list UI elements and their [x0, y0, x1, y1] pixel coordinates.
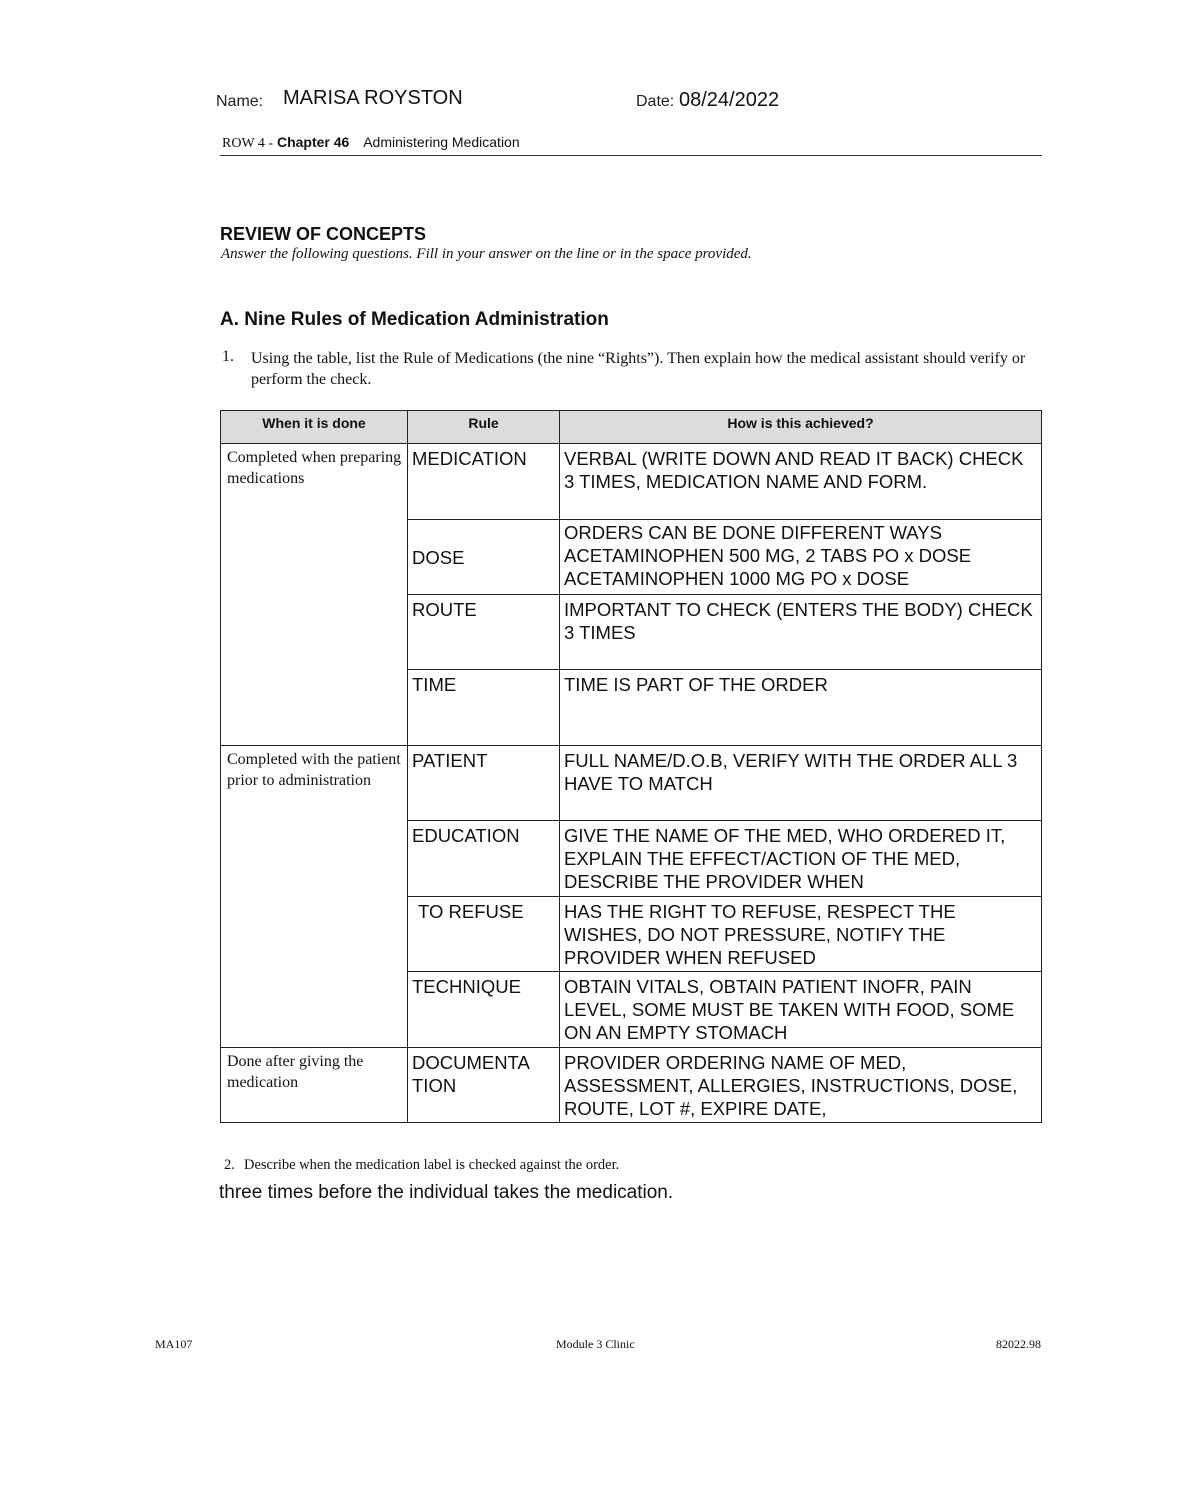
how-cell[interactable]: ORDERS CAN BE DONE DIFFERENT WAYS ACETAMINOPHEN 500 MG, 2 TABS PO x DOSE ACETAMINOPHEN 1000 MG PO x DOSE	[560, 520, 1042, 595]
chapter-line	[222, 134, 520, 152]
header-rule: Rule	[408, 411, 560, 444]
name-label: Name:	[216, 93, 264, 110]
rule-cell[interactable]: DOSE	[408, 520, 560, 595]
q1-number: 1.	[222, 348, 234, 365]
date-label: Date:	[636, 93, 675, 110]
rule-cell[interactable]: ROUTE	[408, 595, 560, 670]
review-title: REVIEW OF CONCEPTS	[220, 224, 427, 244]
when-cell: Completed with the patient prior to administration	[221, 746, 408, 1048]
rule-cell[interactable]: TO REFUSE	[408, 897, 560, 972]
header-how: How is this achieved?	[560, 411, 1042, 444]
rule-cell[interactable]: DOCUMENTA TION	[408, 1048, 560, 1123]
date-field[interactable]: 08/24/2022	[679, 89, 780, 111]
how-cell[interactable]: OBTAIN VITALS, OBTAIN PATIENT INOFR, PAIN LEVEL, SOME MUST BE TAKEN WITH FOOD, SOME ON AN EMPTY STOMACH	[560, 972, 1042, 1048]
rule-cell[interactable]: EDUCATION	[408, 821, 560, 897]
how-cell[interactable]: HAS THE RIGHT TO REFUSE, RESPECT THE WISHES, DO NOT PRESSURE, NOTIFY THE PROVIDER WHEN REFUSED	[560, 897, 1042, 972]
table-header-row	[221, 411, 1042, 444]
footer-code: 82022.98	[996, 1337, 1041, 1351]
header-when: When it is done	[221, 411, 408, 444]
table-row	[221, 1048, 1042, 1123]
q2-text: Describe when the medication label is checked against the order.	[244, 1157, 620, 1173]
medication-rules-table	[220, 410, 1042, 1123]
footer-course: MA107	[155, 1337, 193, 1351]
when-cell: Completed when preparing medications	[221, 444, 408, 746]
rule-cell[interactable]: MEDICATION	[408, 444, 560, 520]
how-cell[interactable]: TIME IS PART OF THE ORDER	[560, 670, 1042, 746]
name-field[interactable]: MARISA ROYSTON	[283, 87, 463, 109]
chapter-title: Administering Medication	[363, 134, 520, 150]
review-instructions: Answer the following questions. Fill in your answer on the line or in the space provided.	[221, 246, 752, 262]
rule-cell[interactable]: TECHNIQUE	[408, 972, 560, 1048]
table-row	[221, 746, 1042, 821]
header-divider	[220, 155, 1042, 156]
section-a-title: A. Nine Rules of Medication Administration	[220, 309, 609, 330]
when-cell: Done after giving the medication	[221, 1048, 408, 1123]
rule-cell[interactable]: TIME	[408, 670, 560, 746]
table-row	[221, 444, 1042, 520]
row-prefix: ROW 4 -	[222, 136, 274, 151]
how-cell[interactable]: FULL NAME/D.O.B, VERIFY WITH THE ORDER ALL 3 HAVE TO MATCH	[560, 746, 1042, 821]
how-cell[interactable]: VERBAL (WRITE DOWN AND READ IT BACK) CHECK 3 TIMES, MEDICATION NAME AND FORM.	[560, 444, 1042, 520]
chapter-number: Chapter 46	[276, 134, 350, 150]
how-cell[interactable]: IMPORTANT TO CHECK (ENTERS THE BODY) CHECK 3 TIMES	[560, 595, 1042, 670]
q2-answer[interactable]: three times before the individual takes the medication.	[219, 1182, 674, 1203]
q2-number: 2.	[224, 1157, 235, 1173]
footer-module: Module 3 Clinic	[556, 1337, 635, 1351]
how-cell[interactable]: GIVE THE NAME OF THE MED, WHO ORDERED IT, EXPLAIN THE EFFECT/ACTION OF THE MED, DESCRIBE THE PROVIDER WHEN	[560, 821, 1042, 897]
q1-text: Using the table, list the Rule of Medications (the nine “Rights”). Then explain how the medical assistant should verify or perform the check.	[251, 350, 1026, 388]
rule-cell[interactable]: PATIENT	[408, 746, 560, 821]
how-cell[interactable]: PROVIDER ORDERING NAME OF MED, ASSESSMENT, ALLERGIES, INSTRUCTIONS, DOSE, ROUTE, LOT #, EXPIRE DATE,	[560, 1048, 1042, 1123]
